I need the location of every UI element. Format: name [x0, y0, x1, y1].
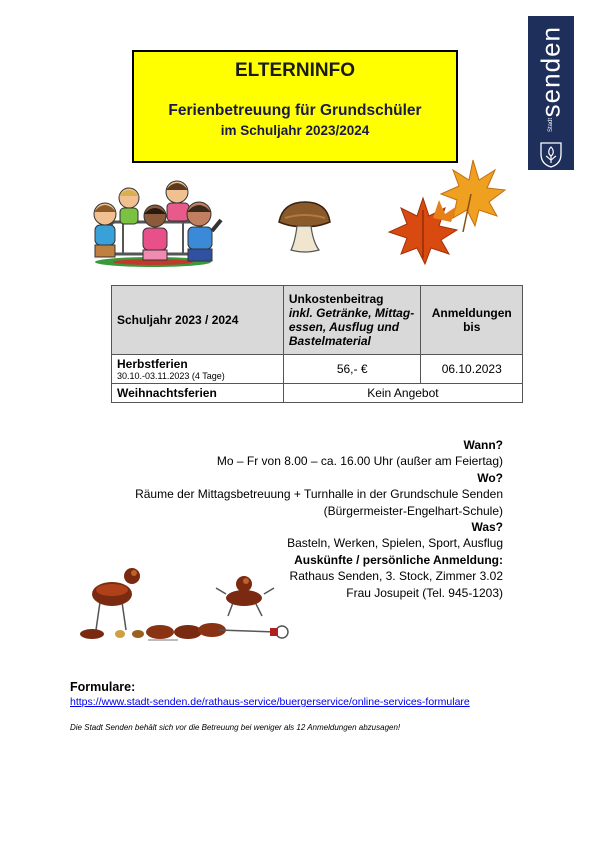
where-text-school: (Bürgermeister-Engelhart-Schule)	[323, 503, 503, 518]
what-text: Basteln, Werken, Spielen, Sport, Ausflug	[287, 536, 503, 551]
schedule-table	[111, 285, 523, 403]
when-text: Mo – Fr von 8.00 – ca. 16.00 Uhr (außer am Feiertag)	[216, 454, 503, 469]
crest-icon	[540, 142, 562, 168]
holiday-dates: 30.10.-03.11.2023 (4 Tage)	[117, 371, 225, 381]
what-label: Was?	[471, 520, 503, 535]
forms-link[interactable]: https://www.stadt-senden.de/rathaus-service/buergerservice/online-services-formulare	[70, 696, 470, 708]
where-text: Räume der Mittagsbetreuung + Turnhalle in der Grundschule Senden	[135, 487, 503, 502]
where-label: Wo?	[477, 470, 503, 485]
school-year: im Schuljahr 2023/2024	[220, 123, 370, 138]
contact-label: Auskünfte / persönliche Anmeldung:	[294, 552, 503, 567]
logo-small-text: Stadt	[548, 118, 554, 133]
table-header-row	[112, 286, 523, 355]
header-schuljahr: Schuljahr 2023 / 2024	[112, 286, 284, 355]
children-illustration	[83, 176, 225, 268]
page-title: ELTERNINFO	[235, 60, 355, 81]
table-row	[112, 355, 523, 384]
contact-address: Rathaus Senden, 3. Stock, Zimmer 3.02	[289, 569, 503, 584]
disclaimer-text: Die Stadt Senden behält sich vor die Betreuung bei weniger als 12 Anmeldungen abzusagen!	[70, 723, 401, 732]
autumn-leaves-icon	[383, 154, 508, 266]
header-unkostenbeitrag-detail: inkl. Getränke, Mittag-essen, Ausflug und Bastelmaterial	[288, 306, 415, 348]
holiday-name: Herbstferien	[117, 357, 188, 371]
holiday-note: Kein Angebot	[283, 384, 522, 403]
chestnut-figures-illustration	[78, 560, 293, 646]
holiday-price: 56,- €	[283, 355, 421, 384]
when-label: Wann?	[463, 438, 503, 452]
logo-word: senden	[535, 26, 566, 118]
page-subtitle: Ferienbetreuung für Grundschüler	[168, 102, 422, 119]
row-herbstferien-name	[112, 355, 284, 384]
header-anmeldungen: Anmeldungen bis	[421, 286, 523, 355]
holiday-deadline: 06.10.2023	[421, 355, 523, 384]
holiday-name: Weihnachtsferien	[112, 384, 284, 403]
header-unkostenbeitrag	[283, 286, 421, 355]
title-box	[132, 50, 458, 163]
header-unkostenbeitrag-title: Unkostenbeitrag	[288, 292, 384, 306]
senden-logo	[528, 16, 574, 170]
forms-label: Formulare:	[70, 680, 136, 694]
table-row	[112, 384, 523, 403]
contact-person: Frau Josupeit (Tel. 945-1203)	[346, 585, 503, 600]
mushroom-icon	[275, 198, 333, 256]
